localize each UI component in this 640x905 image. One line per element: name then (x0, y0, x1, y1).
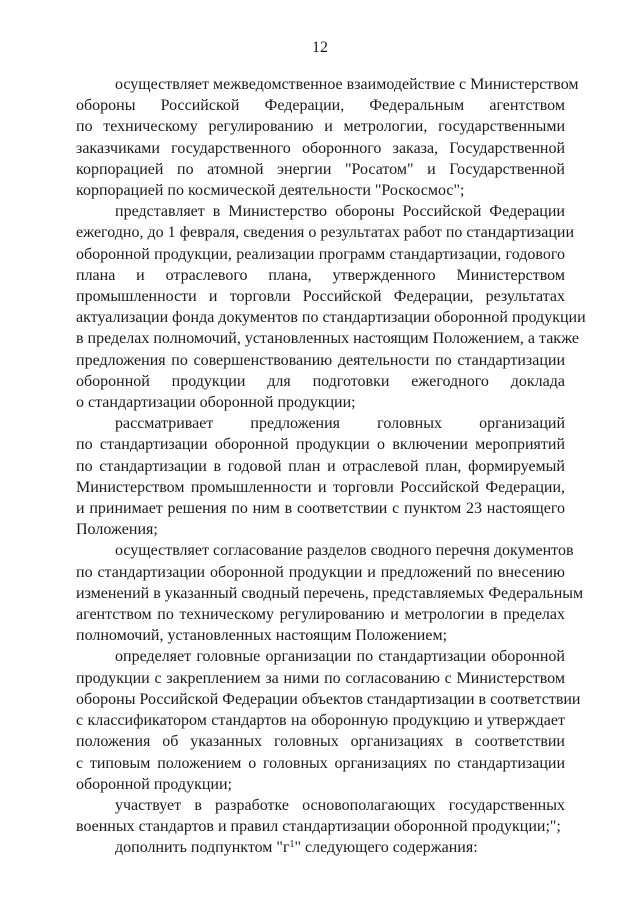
text-line: с классификатором стандартов на оборонную продукцию и утверждает (76, 712, 565, 730)
text-line: определяет головные организации по стандартизации оборонной (115, 648, 565, 666)
text-line: плана и отраслевого плана, утвержденного Министерством (76, 266, 565, 284)
text-line: по техническому регулированию и метрологии, государственными (76, 118, 565, 136)
page-number: 12 (312, 39, 328, 56)
text-line: с типовым положением о головных организациях по стандартизации (76, 754, 565, 772)
text-line: по стандартизации оборонной продукции и предложений по внесению (76, 563, 565, 581)
text-line: промышленности и торговли Российской Федерации, результатах (76, 288, 565, 306)
text-line: военных стандартов и правил стандартизации оборонной продукции;"; (76, 818, 561, 836)
text-line: корпорацией по атомной энергии "Росатом" и Государственной (76, 160, 565, 178)
superscript: 1 (289, 839, 295, 851)
text-line: полномочий, установленных настоящим Положением; (76, 627, 448, 645)
text-line: Министерством промышленности и торговли Российской Федерации, (76, 478, 565, 496)
text-line-tail: " следующего содержания: (294, 839, 478, 857)
text-line: ежегодно, до 1 февраля, сведения о результатах работ по стандартизации (76, 224, 575, 242)
text-line: корпорацией по космической деятельности "Роскосмос"; (76, 182, 465, 200)
text-line: Положения; (76, 521, 158, 539)
text-line: оборонной продукции, реализации программ стандартизации, годового (76, 245, 565, 263)
text-line: положения об указанных головных организациях в соответствии (76, 733, 565, 751)
text-line: представляет в Министерство обороны Российской Федерации (115, 203, 565, 221)
paragraph (76, 74, 579, 201)
text-line: обороны Российской Федерации объектов стандартизации в соответствии (76, 690, 581, 708)
text-line: рассматривает предложения головных организаций (115, 415, 565, 433)
text-line (76, 837, 565, 858)
text-line: оборонной продукции; (76, 775, 232, 793)
paragraph (76, 795, 565, 837)
paragraph (76, 837, 565, 858)
paragraph (76, 201, 586, 413)
text-line: продукции с закреплением за ними по согласованию с Министерством (76, 669, 565, 687)
paragraph (76, 540, 584, 646)
text-line: оборонной продукции для подготовки ежегодного доклада (76, 372, 565, 390)
paragraph (76, 413, 565, 540)
text-line: изменений в указанный сводный перечень, представляемых Федеральным (76, 584, 584, 602)
text-line: по стандартизации в годовой план и отраслевой план, формируемый (76, 457, 565, 475)
text-line: обороны Российской Федерации, Федеральным агентством (76, 97, 565, 115)
text-line: и принимает решения по ним в соответствии с пунктом 23 настоящего (76, 500, 565, 518)
text-line: о стандартизации оборонной продукции; (76, 394, 356, 412)
text-line: участвует в разработке основополагающих государственных (115, 796, 565, 814)
text-line: осуществляет межведомственное взаимодействие с Министерством (115, 76, 579, 93)
text-line: заказчиками государственного оборонного заказа, Государственной (76, 139, 565, 157)
text-line: актуализации фонда документов по стандартизации оборонной продукции (76, 309, 586, 327)
document-body (76, 74, 586, 859)
text-line: агентством по техническому регулированию и метрологии в пределах (76, 606, 565, 624)
text-line: осуществляет согласование разделов сводного перечня документов (115, 542, 574, 560)
text-line: по стандартизации оборонной продукции о включении мероприятий (76, 436, 565, 454)
text-line-main: дополнить подпунктом "г (115, 839, 290, 857)
text-line: в пределах полномочий, установленных настоящим Положением, а также (76, 330, 580, 348)
text-line: предложения по совершенствованию деятельности по стандартизации (76, 351, 565, 369)
paragraph (76, 646, 581, 794)
